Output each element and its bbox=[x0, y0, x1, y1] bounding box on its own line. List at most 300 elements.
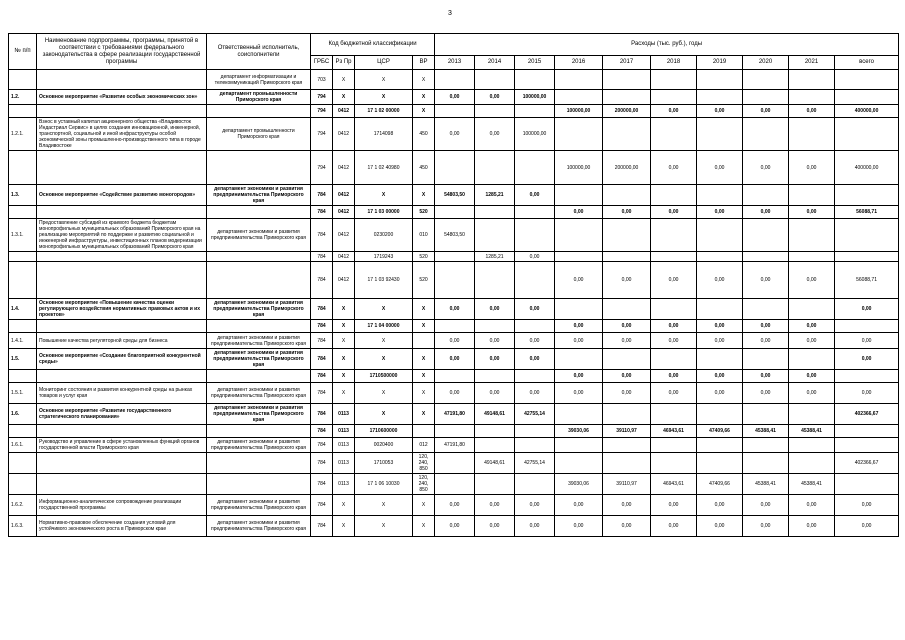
row-number: 1.4.1. bbox=[9, 333, 37, 349]
header-name: Наименование подпрограммы, программы, принятой в соответствии с требованиями федерального законодательства в сфере реализации государственной программы bbox=[37, 34, 207, 70]
row-value: 47191,80 bbox=[435, 438, 475, 453]
row-total bbox=[835, 438, 899, 453]
row-number bbox=[9, 453, 37, 474]
row-rzpr: Х bbox=[333, 370, 355, 383]
row-rzpr: Х bbox=[333, 349, 355, 370]
row-grbs: 784 bbox=[311, 453, 333, 474]
header-rzpr: Рз Пр bbox=[333, 56, 355, 70]
table-row bbox=[9, 185, 899, 206]
row-value: 39110,97 bbox=[603, 425, 651, 438]
table-row bbox=[9, 383, 899, 404]
row-grbs: 784 bbox=[311, 333, 333, 349]
row-value: 1285,21 bbox=[475, 252, 515, 262]
row-vr: Х bbox=[413, 404, 435, 425]
row-value bbox=[789, 118, 835, 151]
header-total: всего bbox=[835, 56, 899, 70]
row-name: Информационно-аналитическое сопровождение реализации государственной программы bbox=[37, 495, 207, 516]
row-value: 0,00 bbox=[555, 206, 603, 219]
table-row bbox=[9, 118, 899, 151]
row-value: 47409,66 bbox=[697, 474, 743, 495]
row-total bbox=[835, 474, 899, 495]
row-value bbox=[515, 151, 555, 185]
row-vr: Х bbox=[413, 349, 435, 370]
row-value bbox=[651, 185, 697, 206]
table-row bbox=[9, 425, 899, 438]
row-value bbox=[555, 185, 603, 206]
row-value bbox=[435, 252, 475, 262]
row-value bbox=[789, 299, 835, 320]
row-value bbox=[475, 320, 515, 333]
row-vr: Х bbox=[413, 185, 435, 206]
row-rzpr: 0412 bbox=[333, 252, 355, 262]
row-value: 0,00 bbox=[475, 90, 515, 105]
row-rzpr: Х bbox=[333, 383, 355, 404]
row-value bbox=[515, 219, 555, 252]
row-value bbox=[697, 70, 743, 90]
table-row bbox=[9, 151, 899, 185]
row-vr: 120, 240, 850 bbox=[413, 453, 435, 474]
row-value: 39110,97 bbox=[603, 474, 651, 495]
row-value bbox=[651, 349, 697, 370]
row-value: 0,00 bbox=[651, 320, 697, 333]
table-row bbox=[9, 105, 899, 118]
row-total bbox=[835, 185, 899, 206]
row-value: 0,00 bbox=[651, 495, 697, 516]
table-row bbox=[9, 495, 899, 516]
row-value: 0,00 bbox=[697, 516, 743, 537]
row-value: 0,00 bbox=[603, 320, 651, 333]
row-value: 0,00 bbox=[603, 383, 651, 404]
row-value: 0,00 bbox=[743, 320, 789, 333]
row-total bbox=[835, 219, 899, 252]
row-csr: 0230200 bbox=[355, 219, 413, 252]
row-value bbox=[743, 438, 789, 453]
table-row bbox=[9, 438, 899, 453]
row-number: 1.5.1. bbox=[9, 383, 37, 404]
row-value bbox=[743, 349, 789, 370]
row-value bbox=[743, 70, 789, 90]
row-grbs: 794 bbox=[311, 105, 333, 118]
row-value: 0,00 bbox=[515, 299, 555, 320]
table-row bbox=[9, 349, 899, 370]
row-name bbox=[37, 262, 207, 299]
row-value: 0,00 bbox=[603, 262, 651, 299]
row-value: 0,00 bbox=[743, 383, 789, 404]
header-year: 2015 bbox=[515, 56, 555, 70]
row-executor bbox=[207, 474, 311, 495]
row-value bbox=[789, 404, 835, 425]
header-year: 2016 bbox=[555, 56, 603, 70]
row-value: 0,00 bbox=[697, 262, 743, 299]
row-value: 39030,06 bbox=[555, 425, 603, 438]
row-grbs: 784 bbox=[311, 219, 333, 252]
row-vr: 450 bbox=[413, 151, 435, 185]
row-value: 0,00 bbox=[697, 105, 743, 118]
row-value: 0,00 bbox=[435, 516, 475, 537]
row-rzpr: 0412 bbox=[333, 118, 355, 151]
row-csr: 0020400 bbox=[355, 438, 413, 453]
row-value: 0,00 bbox=[743, 206, 789, 219]
row-name: Основное мероприятие «Создание благоприятной конкурентной среды» bbox=[37, 349, 207, 370]
row-value: 0,00 bbox=[743, 262, 789, 299]
row-value bbox=[697, 404, 743, 425]
row-value: 47191,80 bbox=[435, 404, 475, 425]
row-value bbox=[789, 453, 835, 474]
row-number: 1.5. bbox=[9, 349, 37, 370]
row-csr: Х bbox=[355, 404, 413, 425]
table-row bbox=[9, 404, 899, 425]
row-value bbox=[697, 252, 743, 262]
row-value: 0,00 bbox=[475, 118, 515, 151]
row-value: 45388,41 bbox=[743, 474, 789, 495]
row-executor: департамент информатизации и телекоммуникаций Приморского края bbox=[207, 70, 311, 90]
table-row bbox=[9, 252, 899, 262]
header-year: 2017 bbox=[603, 56, 651, 70]
row-value bbox=[555, 299, 603, 320]
row-value bbox=[475, 425, 515, 438]
row-total bbox=[835, 425, 899, 438]
row-executor bbox=[207, 105, 311, 118]
row-executor bbox=[207, 370, 311, 383]
row-value: 0,00 bbox=[475, 495, 515, 516]
header-year: 2014 bbox=[475, 56, 515, 70]
row-value bbox=[603, 438, 651, 453]
row-value: 0,00 bbox=[697, 206, 743, 219]
row-value bbox=[555, 90, 603, 105]
row-total bbox=[835, 118, 899, 151]
row-value: 0,00 bbox=[789, 370, 835, 383]
row-csr: Х bbox=[355, 349, 413, 370]
row-value: 0,00 bbox=[555, 320, 603, 333]
row-value bbox=[743, 453, 789, 474]
row-csr: Х bbox=[355, 333, 413, 349]
row-csr: Х bbox=[355, 516, 413, 537]
row-value: 0,00 bbox=[789, 333, 835, 349]
row-value bbox=[697, 453, 743, 474]
row-value: 0,00 bbox=[475, 333, 515, 349]
row-value: 100000,00 bbox=[515, 90, 555, 105]
row-value bbox=[603, 118, 651, 151]
table-row bbox=[9, 219, 899, 252]
row-total: 0,00 bbox=[835, 383, 899, 404]
row-number bbox=[9, 474, 37, 495]
row-grbs: 784 bbox=[311, 252, 333, 262]
row-grbs: 784 bbox=[311, 404, 333, 425]
row-value bbox=[697, 90, 743, 105]
row-value bbox=[697, 349, 743, 370]
row-value: 0,00 bbox=[515, 495, 555, 516]
row-vr: 520 bbox=[413, 206, 435, 219]
row-value bbox=[789, 438, 835, 453]
row-value bbox=[435, 262, 475, 299]
table-row bbox=[9, 474, 899, 495]
row-rzpr: 0113 bbox=[333, 474, 355, 495]
row-csr: 17 1 02 00000 bbox=[355, 105, 413, 118]
row-value: 0,00 bbox=[789, 495, 835, 516]
row-value: 0,00 bbox=[435, 299, 475, 320]
row-value bbox=[555, 404, 603, 425]
row-number: 1.6.3. bbox=[9, 516, 37, 537]
row-rzpr: Х bbox=[333, 320, 355, 333]
row-value bbox=[475, 262, 515, 299]
row-total: 56088,71 bbox=[835, 206, 899, 219]
row-value bbox=[475, 70, 515, 90]
row-value bbox=[697, 299, 743, 320]
row-value bbox=[697, 118, 743, 151]
row-name: Основное мероприятие «Повышение качества оценки регулирующего воздействия нормативных правовых актов и их проектов» bbox=[37, 299, 207, 320]
row-grbs: 794 bbox=[311, 151, 333, 185]
row-value bbox=[603, 349, 651, 370]
row-value: 0,00 bbox=[435, 333, 475, 349]
row-name bbox=[37, 70, 207, 90]
row-csr: 1710600000 bbox=[355, 425, 413, 438]
row-value: 0,00 bbox=[697, 320, 743, 333]
row-value: 0,00 bbox=[475, 299, 515, 320]
row-value bbox=[743, 185, 789, 206]
row-value: 0,00 bbox=[743, 516, 789, 537]
row-value: 0,00 bbox=[515, 252, 555, 262]
row-value bbox=[555, 252, 603, 262]
row-executor bbox=[207, 425, 311, 438]
row-value bbox=[555, 349, 603, 370]
table-row bbox=[9, 90, 899, 105]
row-rzpr: 0412 bbox=[333, 206, 355, 219]
row-value: 54803,50 bbox=[435, 219, 475, 252]
table-row bbox=[9, 320, 899, 333]
row-vr: Х bbox=[413, 516, 435, 537]
row-value bbox=[515, 370, 555, 383]
row-vr: 010 bbox=[413, 219, 435, 252]
row-total: 56088,71 bbox=[835, 262, 899, 299]
row-csr: 17 1 04 00000 bbox=[355, 320, 413, 333]
row-number bbox=[9, 70, 37, 90]
row-rzpr: Х bbox=[333, 299, 355, 320]
header-year: 2018 bbox=[651, 56, 697, 70]
row-number bbox=[9, 262, 37, 299]
table-row bbox=[9, 262, 899, 299]
row-value bbox=[435, 453, 475, 474]
row-value bbox=[651, 118, 697, 151]
header-budget-code: Код бюджетной классификации bbox=[311, 34, 435, 56]
row-value bbox=[515, 206, 555, 219]
row-grbs: 784 bbox=[311, 370, 333, 383]
row-executor: департамент экономики и развития предпринимательства Приморского края bbox=[207, 185, 311, 206]
table-row bbox=[9, 333, 899, 349]
row-csr: Х bbox=[355, 90, 413, 105]
row-name bbox=[37, 453, 207, 474]
row-vr: Х bbox=[413, 383, 435, 404]
row-csr: 17 1 03 92430 bbox=[355, 262, 413, 299]
row-number: 1.6. bbox=[9, 404, 37, 425]
row-value: 0,00 bbox=[435, 90, 475, 105]
row-number bbox=[9, 105, 37, 118]
row-value: 0,00 bbox=[697, 383, 743, 404]
row-number: 1.6.2. bbox=[9, 495, 37, 516]
row-grbs: 794 bbox=[311, 118, 333, 151]
row-total: 402366,67 bbox=[835, 453, 899, 474]
row-value: 0,00 bbox=[603, 333, 651, 349]
row-vr: 520 bbox=[413, 262, 435, 299]
row-value: 0,00 bbox=[555, 383, 603, 404]
row-value: 0,00 bbox=[789, 320, 835, 333]
row-value bbox=[515, 438, 555, 453]
row-value bbox=[515, 70, 555, 90]
table-row bbox=[9, 516, 899, 537]
row-value: 0,00 bbox=[435, 349, 475, 370]
row-rzpr: Х bbox=[333, 90, 355, 105]
row-vr: 450 bbox=[413, 118, 435, 151]
row-value: 47409,66 bbox=[697, 425, 743, 438]
row-value bbox=[651, 252, 697, 262]
table-row bbox=[9, 299, 899, 320]
row-rzpr: 0412 bbox=[333, 262, 355, 299]
row-name bbox=[37, 474, 207, 495]
row-value bbox=[789, 90, 835, 105]
row-value: 0,00 bbox=[789, 516, 835, 537]
row-rzpr: 0113 bbox=[333, 453, 355, 474]
header-csr: ЦСР bbox=[355, 56, 413, 70]
row-value bbox=[435, 151, 475, 185]
row-vr: Х bbox=[413, 70, 435, 90]
row-value: 46943,61 bbox=[651, 425, 697, 438]
row-value: 0,00 bbox=[603, 495, 651, 516]
row-value bbox=[515, 262, 555, 299]
row-grbs: 784 bbox=[311, 185, 333, 206]
row-vr bbox=[413, 425, 435, 438]
row-value: 54803,50 bbox=[435, 185, 475, 206]
row-executor bbox=[207, 320, 311, 333]
row-name bbox=[37, 105, 207, 118]
row-value bbox=[651, 299, 697, 320]
row-total bbox=[835, 370, 899, 383]
row-value bbox=[555, 438, 603, 453]
row-value: 0,00 bbox=[515, 383, 555, 404]
row-rzpr: 0113 bbox=[333, 404, 355, 425]
row-value bbox=[743, 404, 789, 425]
row-name bbox=[37, 370, 207, 383]
row-value: 42755,14 bbox=[515, 404, 555, 425]
row-value bbox=[603, 90, 651, 105]
row-value bbox=[651, 219, 697, 252]
row-executor: департамент экономики и развития предпринимательства Приморского края bbox=[207, 516, 311, 537]
row-value: 42755,14 bbox=[515, 453, 555, 474]
header-year: 2019 bbox=[697, 56, 743, 70]
row-value: 0,00 bbox=[651, 370, 697, 383]
row-csr: Х bbox=[355, 185, 413, 206]
row-name: Взнос в уставный капитал акционерного общества «Владивосток Индастриал Сервис» в целях создания инновационной, инженерной, транспортной, социальной и иной инфраструктуры особой экономической зоны промышленно-производственного типа в городе Владивостоке bbox=[37, 118, 207, 151]
row-value: 0,00 bbox=[651, 516, 697, 537]
row-value: 45388,41 bbox=[743, 425, 789, 438]
row-value: 0,00 bbox=[789, 151, 835, 185]
row-vr: 120, 240, 850 bbox=[413, 474, 435, 495]
row-executor: департамент экономики и развития предпринимательства Приморского края bbox=[207, 299, 311, 320]
table-body bbox=[9, 70, 899, 537]
row-vr: Х bbox=[413, 370, 435, 383]
row-rzpr: Х bbox=[333, 333, 355, 349]
row-value bbox=[435, 105, 475, 118]
row-value bbox=[435, 320, 475, 333]
row-value: 1285,21 bbox=[475, 185, 515, 206]
row-value: 0,00 bbox=[515, 516, 555, 537]
row-value bbox=[789, 185, 835, 206]
row-value: 0,00 bbox=[555, 333, 603, 349]
row-csr: Х bbox=[355, 495, 413, 516]
row-value: 200000,00 bbox=[603, 105, 651, 118]
row-grbs: 784 bbox=[311, 320, 333, 333]
row-value bbox=[743, 118, 789, 151]
row-grbs: 794 bbox=[311, 90, 333, 105]
row-grbs: 784 bbox=[311, 474, 333, 495]
row-executor bbox=[207, 453, 311, 474]
row-value bbox=[555, 70, 603, 90]
row-executor: департамент экономики и развития предпринимательства Приморского края bbox=[207, 404, 311, 425]
row-value: 0,00 bbox=[697, 151, 743, 185]
row-total bbox=[835, 90, 899, 105]
row-number bbox=[9, 252, 37, 262]
row-value bbox=[555, 219, 603, 252]
row-value bbox=[789, 252, 835, 262]
row-value: 49148,61 bbox=[475, 453, 515, 474]
row-value: 0,00 bbox=[697, 333, 743, 349]
row-executor: департамент промышленности Приморского края bbox=[207, 118, 311, 151]
row-value bbox=[475, 219, 515, 252]
row-value: 0,00 bbox=[475, 383, 515, 404]
row-number: 1.3. bbox=[9, 185, 37, 206]
row-value: 0,00 bbox=[603, 206, 651, 219]
row-grbs: 784 bbox=[311, 262, 333, 299]
row-value bbox=[555, 118, 603, 151]
table-row bbox=[9, 370, 899, 383]
row-value: 0,00 bbox=[475, 516, 515, 537]
row-rzpr: 0412 bbox=[333, 185, 355, 206]
row-value bbox=[697, 185, 743, 206]
row-value bbox=[651, 404, 697, 425]
row-vr: Х bbox=[413, 299, 435, 320]
row-value: 0,00 bbox=[515, 185, 555, 206]
row-value: 0,00 bbox=[555, 495, 603, 516]
row-grbs: 784 bbox=[311, 438, 333, 453]
row-name: Основное мероприятие «Развитие особых экономических зон» bbox=[37, 90, 207, 105]
table-row bbox=[9, 453, 899, 474]
row-vr: Х bbox=[413, 105, 435, 118]
row-total: 0,00 bbox=[835, 495, 899, 516]
budget-table bbox=[8, 33, 899, 537]
row-value bbox=[475, 105, 515, 118]
row-value: 200000,00 bbox=[603, 151, 651, 185]
row-value bbox=[743, 90, 789, 105]
row-value bbox=[743, 252, 789, 262]
row-number bbox=[9, 425, 37, 438]
row-value: 0,00 bbox=[555, 516, 603, 537]
row-total: 0,00 bbox=[835, 299, 899, 320]
row-value bbox=[435, 370, 475, 383]
row-value bbox=[603, 185, 651, 206]
row-grbs: 703 bbox=[311, 70, 333, 90]
row-value: 0,00 bbox=[743, 333, 789, 349]
row-rzpr: 0412 bbox=[333, 151, 355, 185]
row-name: Мониторинг состояния и развития конкурентной среды на рынках товаров и услуг края bbox=[37, 383, 207, 404]
row-value: 0,00 bbox=[555, 262, 603, 299]
header-grbs: ГРБС bbox=[311, 56, 333, 70]
row-name bbox=[37, 320, 207, 333]
row-value bbox=[603, 70, 651, 90]
page-number: 3 bbox=[448, 10, 452, 17]
row-rzpr: Х bbox=[333, 70, 355, 90]
row-executor: департамент экономики и развития предпринимательства Приморского края bbox=[207, 219, 311, 252]
row-rzpr: 0113 bbox=[333, 425, 355, 438]
row-value bbox=[435, 425, 475, 438]
row-total bbox=[835, 252, 899, 262]
